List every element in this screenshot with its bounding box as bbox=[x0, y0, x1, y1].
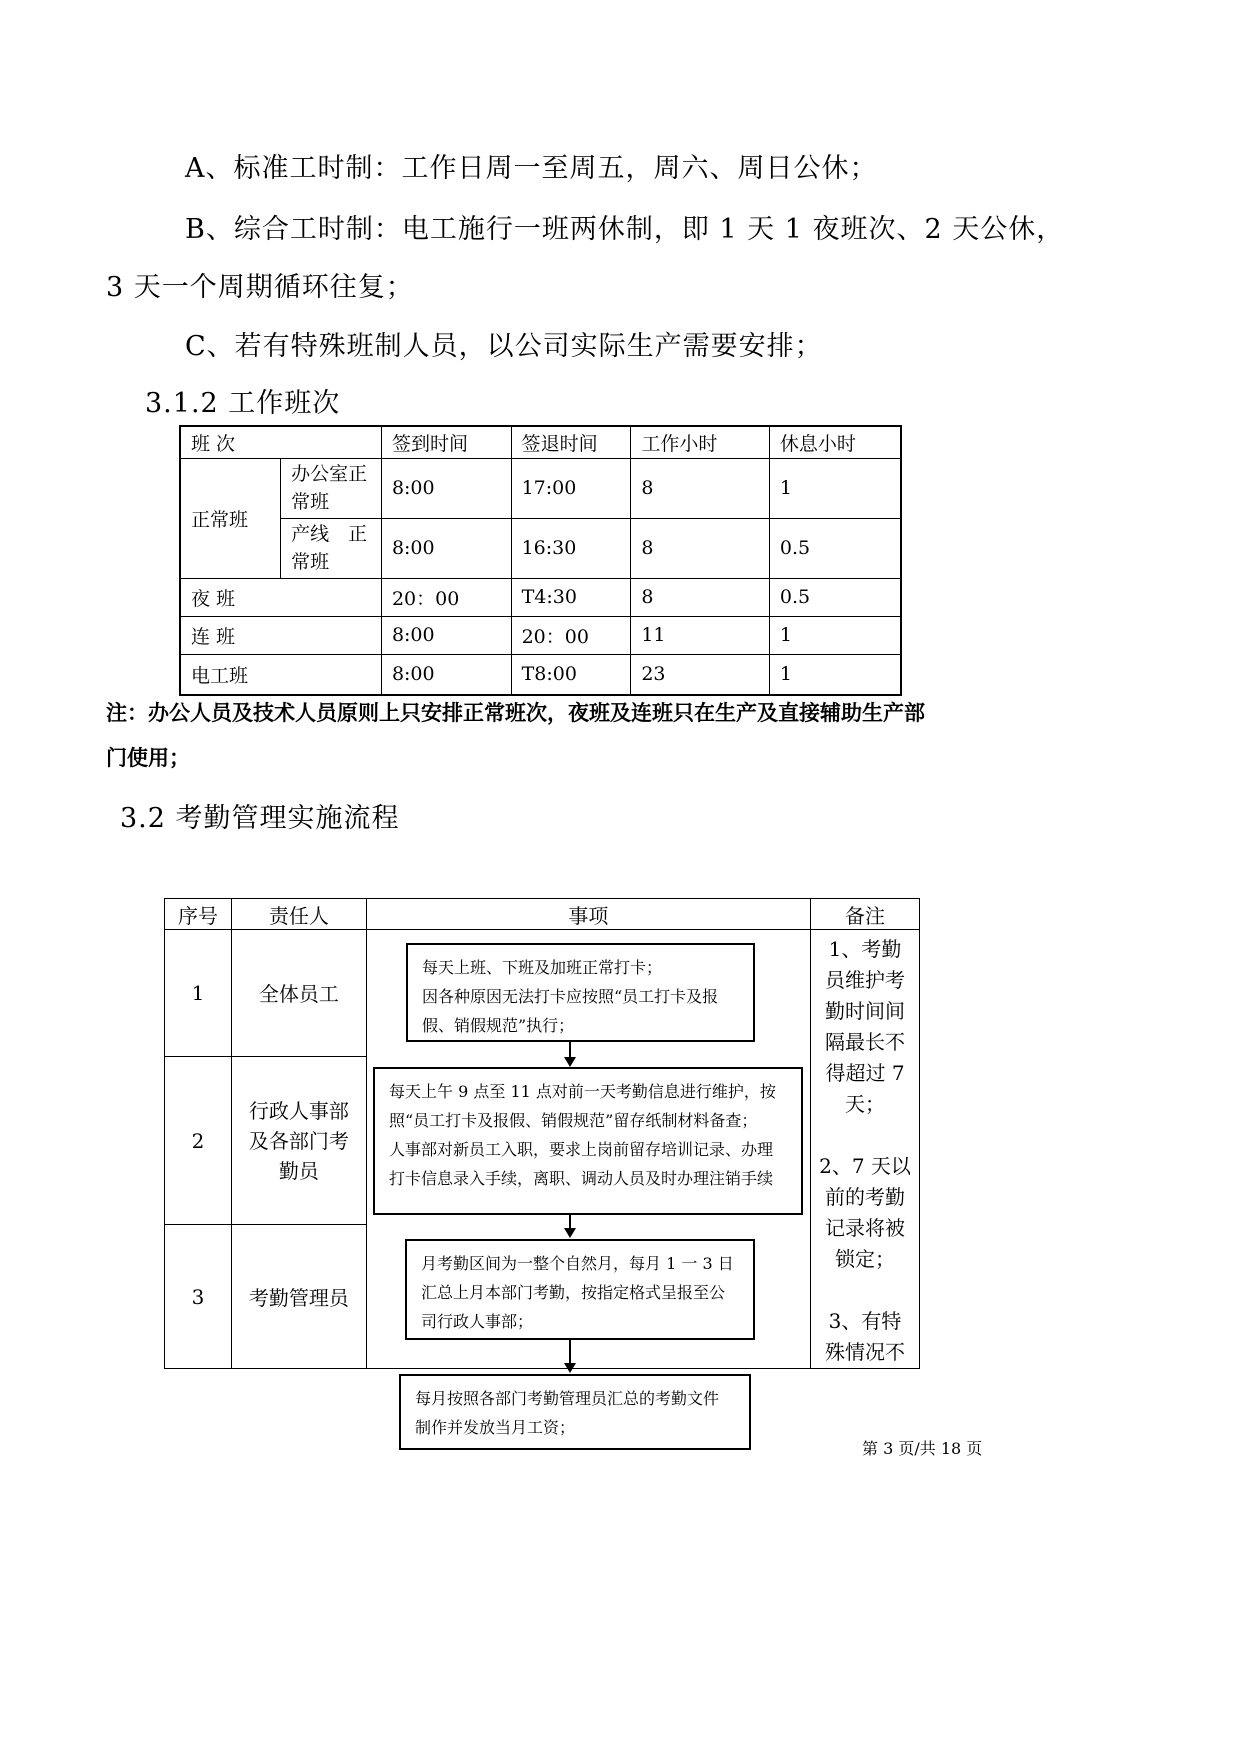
work-hours-cell: 23 bbox=[631, 654, 770, 695]
table-row bbox=[180, 578, 901, 616]
process-table-header bbox=[165, 899, 920, 930]
note-line1: 注：办公人员及技术人员原则上只安排正常班次，夜班及连班只在生产及直接辅助生产部 bbox=[106, 700, 925, 725]
owner-line: 及各部门考 bbox=[248, 1128, 349, 1153]
shift-name: 夜 班 bbox=[180, 578, 381, 616]
work-hours-cell: 8 bbox=[631, 458, 770, 518]
shift-name-line2: 常班 bbox=[291, 491, 330, 513]
shift-table bbox=[179, 425, 902, 696]
owner-line: 考勤管理员 bbox=[248, 1286, 349, 1311]
flow-box-line: 月考勤区间为一整个自然月，每月 1 一 3 日 bbox=[421, 1254, 734, 1273]
header-work-hours: 工作小时 bbox=[631, 426, 770, 458]
flow-arrow-icon bbox=[564, 1363, 576, 1373]
flow-connector bbox=[569, 1042, 571, 1058]
header-rest-hours: 休息小时 bbox=[769, 426, 901, 458]
owner-line: 行政人事部 bbox=[248, 1098, 349, 1123]
checkout-cell: 17:00 bbox=[511, 458, 631, 518]
row-owner bbox=[231, 930, 366, 1057]
remark-line: 锁定； bbox=[835, 1247, 896, 1271]
flow-box-line: 司行政人事部； bbox=[421, 1312, 534, 1331]
rest-hours-cell: 1 bbox=[769, 458, 901, 518]
rest-hours-cell: 0.5 bbox=[769, 578, 901, 616]
flow-box-4 bbox=[399, 1374, 751, 1450]
flow-box-2 bbox=[373, 1067, 803, 1215]
owner-line: 全体员工 bbox=[258, 982, 339, 1007]
flow-arrow-icon bbox=[564, 1057, 576, 1067]
flow-box-line: 假、销假规范”执行； bbox=[422, 1016, 575, 1035]
flow-connector bbox=[569, 1340, 571, 1364]
shift-name-line1: 办公室正 bbox=[291, 463, 368, 485]
shift-name-line1: 产线 正 bbox=[291, 523, 368, 545]
paragraph-c: C、若有特殊班制人员，以公司实际生产需要安排； bbox=[185, 331, 823, 362]
table-row bbox=[180, 616, 901, 654]
flow-box-line: 人事部对新员工入职，要求上岗前留存培训记录、办理 bbox=[389, 1140, 774, 1159]
header-item: 事项 bbox=[366, 899, 810, 930]
checkin-cell: 8:00 bbox=[381, 458, 511, 518]
flow-box-line: 打卡信息录入手续，离职、调动人员及时办理注销手续 bbox=[389, 1169, 774, 1188]
header-shift: 班 次 bbox=[180, 426, 381, 458]
shift-name: 连 班 bbox=[180, 616, 381, 654]
checkout-cell: 16:30 bbox=[511, 518, 631, 578]
flow-box-line: 每月按照各部门考勤管理员汇总的考勤文件 bbox=[415, 1389, 720, 1408]
remark-line: 员维护考 bbox=[825, 968, 906, 992]
row-owner bbox=[231, 1225, 366, 1369]
note-line2: 门使用； bbox=[106, 745, 190, 770]
owner-line: 勤员 bbox=[278, 1158, 319, 1183]
flow-box-line: 因各种原因无法打卡应按照“员工打卡及报 bbox=[422, 987, 719, 1006]
header-checkin: 签到时间 bbox=[381, 426, 511, 458]
checkout-cell: T4:30 bbox=[511, 578, 631, 616]
page-number: 第 3 页/共 18 页 bbox=[862, 1439, 983, 1458]
checkout-cell: T8:00 bbox=[511, 654, 631, 695]
flow-box-3 bbox=[405, 1239, 755, 1340]
remark-line: 勤时间间 bbox=[825, 999, 906, 1023]
checkin-cell: 8:00 bbox=[381, 616, 511, 654]
row-no: 3 bbox=[165, 1225, 232, 1369]
flow-box-line: 汇总上月本部门考勤，按指定格式呈报至公 bbox=[421, 1283, 726, 1302]
row-no: 2 bbox=[165, 1056, 232, 1225]
table-row bbox=[180, 518, 901, 578]
flow-box-line: 照“员工打卡及报假、销假规范”留存纸制材料备查； bbox=[389, 1111, 758, 1130]
flow-box-line: 每天上午 9 点至 11 点对前一天考勤信息进行维护，按 bbox=[389, 1082, 776, 1101]
remark-line: 1、考勤 bbox=[828, 937, 902, 961]
table-row bbox=[180, 654, 901, 695]
checkout-cell: 20：00 bbox=[511, 616, 631, 654]
row-owner bbox=[231, 1056, 366, 1225]
flow-arrow-icon bbox=[564, 1228, 576, 1238]
group-normal-shift: 正常班 bbox=[180, 458, 281, 578]
shift-name-line2: 常班 bbox=[291, 551, 330, 573]
remark-cell bbox=[811, 930, 920, 1369]
rest-hours-cell: 1 bbox=[769, 616, 901, 654]
shift-table-header bbox=[180, 426, 901, 458]
remark-line: 记录将被 bbox=[825, 1216, 906, 1240]
flow-box-line: 每天上班、下班及加班正常打卡； bbox=[422, 958, 663, 977]
work-hours-cell: 8 bbox=[631, 578, 770, 616]
paragraph-b-line2: 3 天一个周期循环往复； bbox=[106, 272, 414, 303]
flow-box-1 bbox=[406, 943, 755, 1042]
section-heading-312: 3.1.2 工作班次 bbox=[145, 388, 341, 419]
shift-name bbox=[281, 518, 382, 578]
header-checkout: 签退时间 bbox=[511, 426, 631, 458]
remark-line: 3、有特 bbox=[828, 1309, 902, 1333]
remark-line: 殊情况不 bbox=[825, 1340, 906, 1364]
header-no: 序号 bbox=[165, 899, 232, 930]
section-heading-32: 3.2 考勤管理实施流程 bbox=[120, 803, 400, 834]
remark-line: 隔最长不 bbox=[825, 1030, 906, 1054]
paragraph-b-line1: B、综合工时制：电工施行一班两休制，即 1 天 1 夜班次、2 天公休， bbox=[185, 214, 1065, 245]
remark-line: 得超过 7 bbox=[825, 1061, 905, 1085]
remark-line bbox=[811, 1120, 919, 1151]
remark-line: 2、7 天以 bbox=[819, 1154, 911, 1178]
rest-hours-cell: 1 bbox=[769, 654, 901, 695]
table-row bbox=[180, 458, 901, 518]
checkin-cell: 20：00 bbox=[381, 578, 511, 616]
checkin-cell: 8:00 bbox=[381, 518, 511, 578]
work-hours-cell: 11 bbox=[631, 616, 770, 654]
work-hours-cell: 8 bbox=[631, 518, 770, 578]
checkin-cell: 8:00 bbox=[381, 654, 511, 695]
flow-connector bbox=[569, 1215, 571, 1229]
paragraph-a: A、标准工时制：工作日周一至周五，周六、周日公休； bbox=[185, 153, 878, 184]
shift-name bbox=[281, 458, 382, 518]
header-remark: 备注 bbox=[811, 899, 920, 930]
flow-box-line: 制作并发放当月工资； bbox=[415, 1418, 576, 1437]
row-no: 1 bbox=[165, 930, 232, 1057]
shift-name: 电工班 bbox=[180, 654, 381, 695]
header-owner: 责任人 bbox=[231, 899, 366, 930]
remark-line bbox=[811, 1275, 919, 1306]
remark-line: 前的考勤 bbox=[825, 1185, 906, 1209]
rest-hours-cell: 0.5 bbox=[769, 518, 901, 578]
remark-line: 天； bbox=[845, 1092, 886, 1116]
